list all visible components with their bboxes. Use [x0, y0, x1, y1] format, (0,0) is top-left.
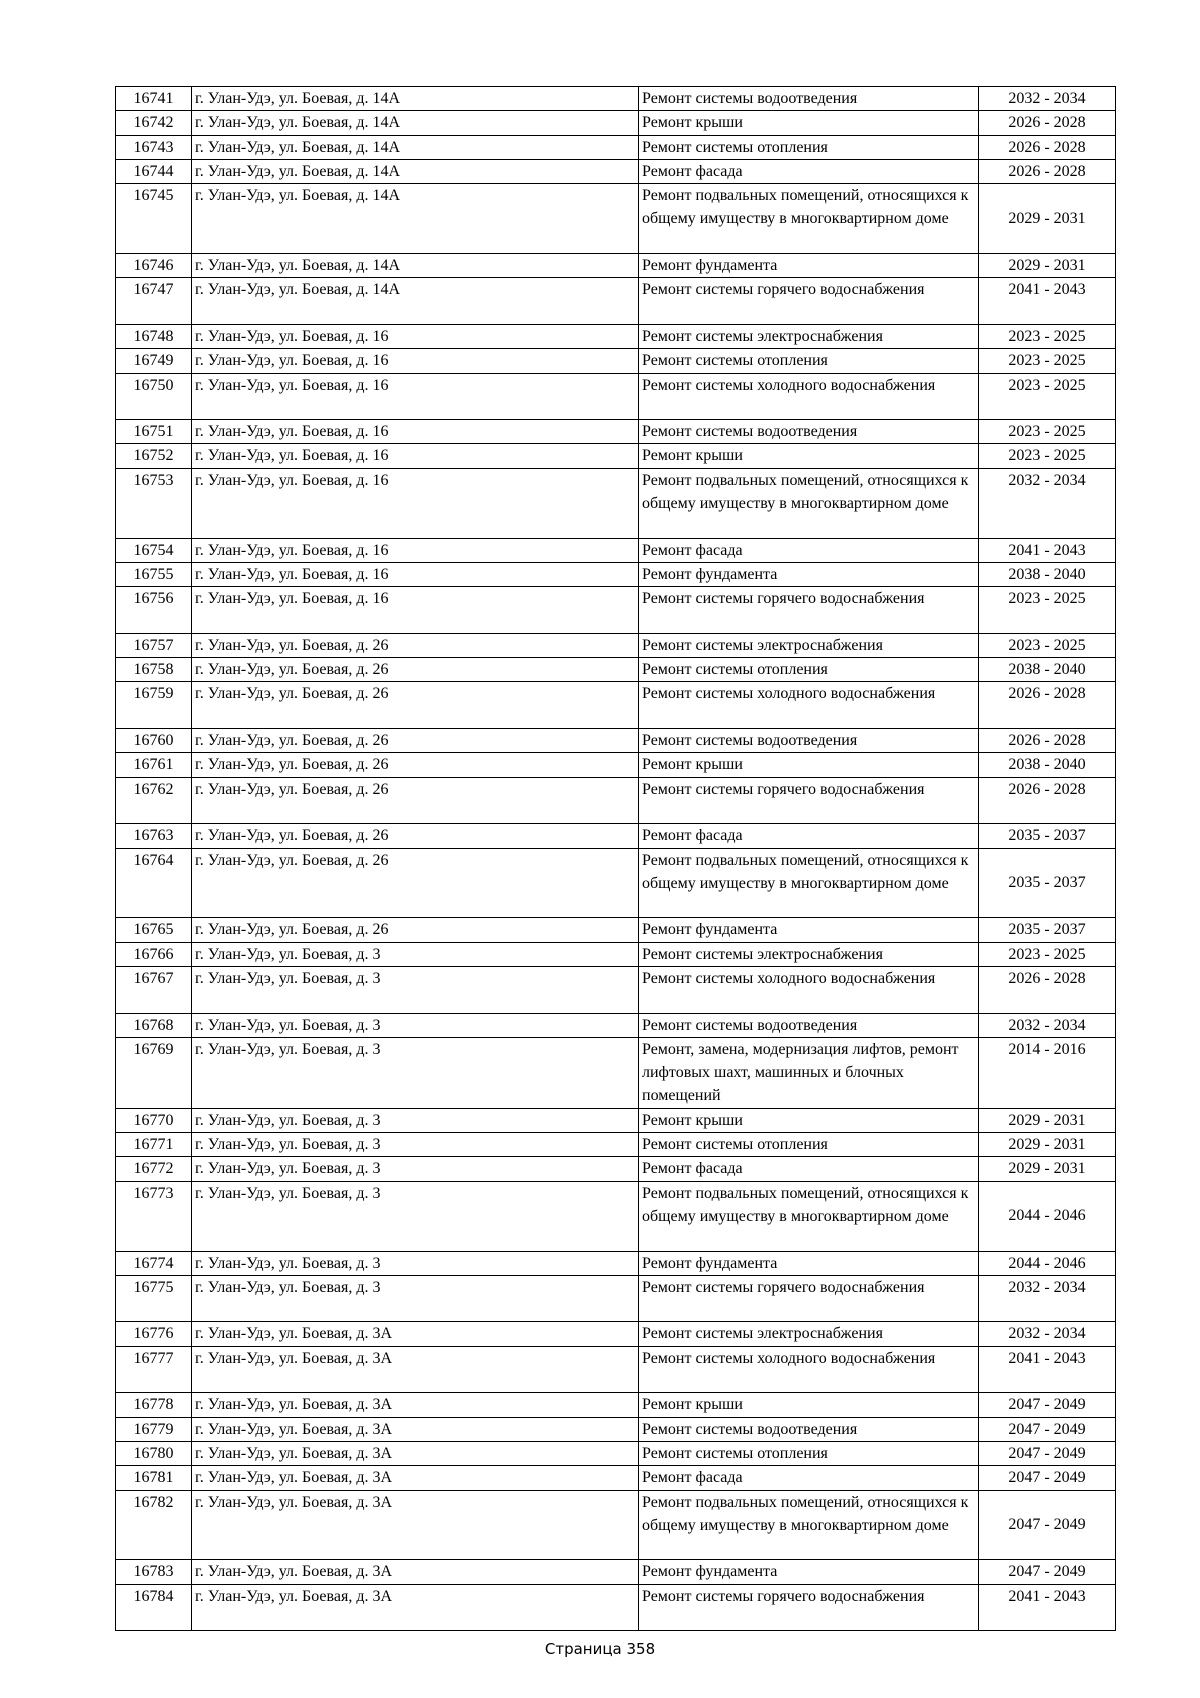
- row-work-type: Ремонт системы горячего водоснабжения: [639, 777, 979, 824]
- table-row: [116, 918, 1116, 942]
- row-number: 16780: [116, 1441, 192, 1465]
- row-period: 2032 - 2034: [979, 1322, 1116, 1346]
- row-number: 16770: [116, 1108, 192, 1132]
- row-work-type: Ремонт подвальных помещений, относящихся к общему имуществу в многоквартирном доме: [639, 848, 979, 918]
- row-address: г. Улан-Удэ, ул. Боевая, д. 3А: [192, 1466, 639, 1490]
- row-address: г. Улан-Удэ, ул. Боевая, д. 14А: [192, 254, 639, 278]
- table-row: [116, 159, 1116, 183]
- row-period: 2038 - 2040: [979, 753, 1116, 777]
- row-period: 2047 - 2049: [979, 1490, 1116, 1560]
- row-address: г. Улан-Удэ, ул. Боевая, д. 26: [192, 777, 639, 824]
- row-address: г. Улан-Удэ, ул. Боевая, д. 3А: [192, 1441, 639, 1465]
- row-work-type: Ремонт системы электроснабжения: [639, 1322, 979, 1346]
- row-work-type: Ремонт системы водоотведения: [639, 1417, 979, 1441]
- row-period: 2029 - 2031: [979, 1133, 1116, 1157]
- row-period: 2023 - 2025: [979, 420, 1116, 444]
- row-work-type: Ремонт системы электроснабжения: [639, 324, 979, 348]
- row-address: г. Улан-Удэ, ул. Боевая, д. 26: [192, 633, 639, 657]
- row-number: 16748: [116, 324, 192, 348]
- row-address: г. Улан-Удэ, ул. Боевая, д. 3: [192, 1013, 639, 1037]
- row-address: г. Улан-Удэ, ул. Боевая, д. 16: [192, 420, 639, 444]
- row-period: 2044 - 2046: [979, 1181, 1116, 1251]
- row-period: 2026 - 2028: [979, 682, 1116, 729]
- row-address: г. Улан-Удэ, ул. Боевая, д. 16: [192, 349, 639, 373]
- table-row: [116, 777, 1116, 824]
- row-address: г. Улан-Удэ, ул. Боевая, д. 16: [192, 538, 639, 562]
- row-period: 2032 - 2034: [979, 1013, 1116, 1037]
- row-period: 2041 - 2043: [979, 1346, 1116, 1393]
- table-row: [116, 1393, 1116, 1417]
- row-period: 2041 - 2043: [979, 1584, 1116, 1631]
- row-work-type: Ремонт системы горячего водоснабжения: [639, 587, 979, 634]
- row-number: 16764: [116, 848, 192, 918]
- row-period: 2041 - 2043: [979, 538, 1116, 562]
- row-work-type: Ремонт системы отопления: [639, 349, 979, 373]
- row-address: г. Улан-Удэ, ул. Боевая, д. 3А: [192, 1584, 639, 1631]
- row-address: г. Улан-Удэ, ул. Боевая, д. 3: [192, 1275, 639, 1322]
- row-address: г. Улан-Удэ, ул. Боевая, д. 3: [192, 1037, 639, 1108]
- row-address: г. Улан-Удэ, ул. Боевая, д. 14А: [192, 87, 639, 111]
- table-row: [116, 658, 1116, 682]
- row-number: 16751: [116, 420, 192, 444]
- table-row: [116, 1013, 1116, 1037]
- row-number: 16768: [116, 1013, 192, 1037]
- row-work-type: Ремонт системы холодного водоснабжения: [639, 682, 979, 729]
- table-row: [116, 1346, 1116, 1393]
- row-address: г. Улан-Удэ, ул. Боевая, д. 3: [192, 1181, 639, 1251]
- row-work-type: Ремонт фундамента: [639, 562, 979, 586]
- row-work-type: Ремонт фасада: [639, 538, 979, 562]
- row-address: г. Улан-Удэ, ул. Боевая, д. 3А: [192, 1417, 639, 1441]
- row-address: г. Улан-Удэ, ул. Боевая, д. 14А: [192, 184, 639, 254]
- row-number: 16750: [116, 373, 192, 420]
- table-row: [116, 1157, 1116, 1181]
- row-work-type: Ремонт фасада: [639, 159, 979, 183]
- row-address: г. Улан-Удэ, ул. Боевая, д. 3А: [192, 1393, 639, 1417]
- table-row: [116, 942, 1116, 966]
- row-address: г. Улан-Удэ, ул. Боевая, д. 26: [192, 824, 639, 848]
- row-work-type: Ремонт фундамента: [639, 918, 979, 942]
- row-number: 16753: [116, 468, 192, 538]
- row-address: г. Улан-Удэ, ул. Боевая, д. 16: [192, 587, 639, 634]
- row-work-type: Ремонт системы отопления: [639, 658, 979, 682]
- row-work-type: Ремонт подвальных помещений, относящихся к общему имуществу в многоквартирном доме: [639, 1490, 979, 1560]
- row-period: 2023 - 2025: [979, 942, 1116, 966]
- table-row: [116, 135, 1116, 159]
- table-row: [116, 1037, 1116, 1108]
- row-work-type: Ремонт системы горячего водоснабжения: [639, 278, 979, 325]
- row-period: 2035 - 2037: [979, 918, 1116, 942]
- row-number: 16760: [116, 729, 192, 753]
- row-work-type: Ремонт системы холодного водоснабжения: [639, 373, 979, 420]
- row-number: 16783: [116, 1560, 192, 1584]
- row-period: 2032 - 2034: [979, 87, 1116, 111]
- row-work-type: Ремонт системы водоотведения: [639, 420, 979, 444]
- row-work-type: Ремонт подвальных помещений, относящихся к общему имуществу в многоквартирном доме: [639, 468, 979, 538]
- table-row: [116, 87, 1116, 111]
- table-row: [116, 538, 1116, 562]
- row-work-type: Ремонт системы горячего водоснабжения: [639, 1275, 979, 1322]
- row-number: 16758: [116, 658, 192, 682]
- table-row: [116, 824, 1116, 848]
- row-number: 16763: [116, 824, 192, 848]
- row-period: 2023 - 2025: [979, 324, 1116, 348]
- row-number: 16767: [116, 966, 192, 1013]
- row-address: г. Улан-Удэ, ул. Боевая, д. 14А: [192, 111, 639, 135]
- row-number: 16745: [116, 184, 192, 254]
- row-number: 16762: [116, 777, 192, 824]
- table-row: [116, 1560, 1116, 1584]
- row-period: 2026 - 2028: [979, 159, 1116, 183]
- row-period: 2023 - 2025: [979, 373, 1116, 420]
- row-period: 2035 - 2037: [979, 848, 1116, 918]
- table-row: [116, 562, 1116, 586]
- row-work-type: Ремонт крыши: [639, 753, 979, 777]
- row-number: 16779: [116, 1417, 192, 1441]
- table-row: [116, 184, 1116, 254]
- table-row: [116, 1441, 1116, 1465]
- row-address: г. Улан-Удэ, ул. Боевая, д. 16: [192, 373, 639, 420]
- row-number: 16784: [116, 1584, 192, 1631]
- row-period: 2023 - 2025: [979, 349, 1116, 373]
- table-row: [116, 1417, 1116, 1441]
- row-address: г. Улан-Удэ, ул. Боевая, д. 3А: [192, 1322, 639, 1346]
- row-number: 16765: [116, 918, 192, 942]
- row-period: 2047 - 2049: [979, 1466, 1116, 1490]
- row-address: г. Улан-Удэ, ул. Боевая, д. 26: [192, 729, 639, 753]
- row-address: г. Улан-Удэ, ул. Боевая, д. 16: [192, 562, 639, 586]
- table-row: [116, 1466, 1116, 1490]
- table-row: [116, 587, 1116, 634]
- row-number: 16742: [116, 111, 192, 135]
- row-work-type: Ремонт системы электроснабжения: [639, 942, 979, 966]
- row-work-type: Ремонт фундамента: [639, 254, 979, 278]
- row-period: 2029 - 2031: [979, 1157, 1116, 1181]
- row-period: 2026 - 2028: [979, 111, 1116, 135]
- row-number: 16775: [116, 1275, 192, 1322]
- row-period: 2026 - 2028: [979, 729, 1116, 753]
- table-row: [116, 1108, 1116, 1132]
- row-work-type: Ремонт системы отопления: [639, 1133, 979, 1157]
- row-work-type: Ремонт подвальных помещений, относящихся к общему имуществу в многоквартирном доме: [639, 184, 979, 254]
- table-row: [116, 324, 1116, 348]
- row-number: 16746: [116, 254, 192, 278]
- table-row: [116, 254, 1116, 278]
- row-period: 2047 - 2049: [979, 1560, 1116, 1584]
- row-period: 2038 - 2040: [979, 562, 1116, 586]
- row-period: 2038 - 2040: [979, 658, 1116, 682]
- table-row: [116, 1133, 1116, 1157]
- row-work-type: Ремонт системы водоотведения: [639, 729, 979, 753]
- row-number: 16743: [116, 135, 192, 159]
- row-address: г. Улан-Удэ, ул. Боевая, д. 26: [192, 753, 639, 777]
- row-address: г. Улан-Удэ, ул. Боевая, д. 3: [192, 942, 639, 966]
- row-number: 16769: [116, 1037, 192, 1108]
- row-number: 16757: [116, 633, 192, 657]
- row-period: 2047 - 2049: [979, 1417, 1116, 1441]
- row-work-type: Ремонт системы отопления: [639, 135, 979, 159]
- table-row: [116, 1251, 1116, 1275]
- row-period: 2041 - 2043: [979, 278, 1116, 325]
- row-work-type: Ремонт подвальных помещений, относящихся к общему имуществу в многоквартирном доме: [639, 1181, 979, 1251]
- row-period: 2014 - 2016: [979, 1037, 1116, 1108]
- row-number: 16741: [116, 87, 192, 111]
- row-work-type: Ремонт крыши: [639, 111, 979, 135]
- table-row: [116, 1322, 1116, 1346]
- row-address: г. Улан-Удэ, ул. Боевая, д. 3А: [192, 1346, 639, 1393]
- row-number: 16774: [116, 1251, 192, 1275]
- table-row: [116, 848, 1116, 918]
- row-address: г. Улан-Удэ, ул. Боевая, д. 3: [192, 1133, 639, 1157]
- row-number: 16755: [116, 562, 192, 586]
- row-address: г. Улан-Удэ, ул. Боевая, д. 3: [192, 966, 639, 1013]
- row-address: г. Улан-Удэ, ул. Боевая, д. 3А: [192, 1560, 639, 1584]
- row-period: 2029 - 2031: [979, 254, 1116, 278]
- row-period: 2032 - 2034: [979, 1275, 1116, 1322]
- row-address: г. Улан-Удэ, ул. Боевая, д. 26: [192, 848, 639, 918]
- row-number: 16759: [116, 682, 192, 729]
- row-work-type: Ремонт крыши: [639, 1108, 979, 1132]
- row-number: 16744: [116, 159, 192, 183]
- table-row: [116, 373, 1116, 420]
- row-address: г. Улан-Удэ, ул. Боевая, д. 14А: [192, 135, 639, 159]
- row-period: 2029 - 2031: [979, 1108, 1116, 1132]
- row-address: г. Улан-Удэ, ул. Боевая, д. 16: [192, 324, 639, 348]
- table-row: [116, 349, 1116, 373]
- row-work-type: Ремонт системы горячего водоснабжения: [639, 1584, 979, 1631]
- table-body: [116, 87, 1116, 1631]
- row-address: г. Улан-Удэ, ул. Боевая, д. 26: [192, 658, 639, 682]
- table-row: [116, 420, 1116, 444]
- row-number: 16781: [116, 1466, 192, 1490]
- row-number: 16772: [116, 1157, 192, 1181]
- row-number: 16749: [116, 349, 192, 373]
- table-row: [116, 682, 1116, 729]
- table-row: [116, 468, 1116, 538]
- table-row: [116, 966, 1116, 1013]
- row-address: г. Улан-Удэ, ул. Боевая, д. 16: [192, 444, 639, 468]
- row-number: 16771: [116, 1133, 192, 1157]
- row-number: 16754: [116, 538, 192, 562]
- page-number: Страница 358: [544, 1640, 656, 1658]
- row-number: 16778: [116, 1393, 192, 1417]
- row-period: 2026 - 2028: [979, 966, 1116, 1013]
- row-address: г. Улан-Удэ, ул. Боевая, д. 14А: [192, 159, 639, 183]
- row-number: 16752: [116, 444, 192, 468]
- row-period: 2023 - 2025: [979, 587, 1116, 634]
- row-number: 16766: [116, 942, 192, 966]
- row-address: г. Улан-Удэ, ул. Боевая, д. 26: [192, 918, 639, 942]
- row-work-type: Ремонт фасада: [639, 1157, 979, 1181]
- table-row: [116, 633, 1116, 657]
- table-row: [116, 278, 1116, 325]
- row-address: г. Улан-Удэ, ул. Боевая, д. 3А: [192, 1490, 639, 1560]
- row-number: 16776: [116, 1322, 192, 1346]
- row-work-type: Ремонт фасада: [639, 824, 979, 848]
- row-work-type: Ремонт системы холодного водоснабжения: [639, 966, 979, 1013]
- row-work-type: Ремонт фасада: [639, 1466, 979, 1490]
- row-number: 16761: [116, 753, 192, 777]
- row-period: 2023 - 2025: [979, 444, 1116, 468]
- row-address: г. Улан-Удэ, ул. Боевая, д. 14А: [192, 278, 639, 325]
- table-row: [116, 1181, 1116, 1251]
- table-row: [116, 1275, 1116, 1322]
- row-number: 16773: [116, 1181, 192, 1251]
- row-period: 2029 - 2031: [979, 184, 1116, 254]
- row-work-type: Ремонт фундамента: [639, 1251, 979, 1275]
- row-work-type: Ремонт, замена, модернизация лифтов, ремонт лифтовых шахт, машинных и блочных помещений: [639, 1037, 979, 1108]
- row-work-type: Ремонт крыши: [639, 1393, 979, 1417]
- table-row: [116, 444, 1116, 468]
- row-work-type: Ремонт системы водоотведения: [639, 87, 979, 111]
- row-work-type: Ремонт крыши: [639, 444, 979, 468]
- row-address: г. Улан-Удэ, ул. Боевая, д. 16: [192, 468, 639, 538]
- row-period: 2035 - 2037: [979, 824, 1116, 848]
- table-row: [116, 111, 1116, 135]
- row-number: 16747: [116, 278, 192, 325]
- row-number: 16782: [116, 1490, 192, 1560]
- row-period: 2023 - 2025: [979, 633, 1116, 657]
- table-row: [116, 1584, 1116, 1631]
- row-work-type: Ремонт фундамента: [639, 1560, 979, 1584]
- row-address: г. Улан-Удэ, ул. Боевая, д. 26: [192, 682, 639, 729]
- row-period: 2044 - 2046: [979, 1251, 1116, 1275]
- repair-schedule-table: [115, 86, 1116, 1631]
- row-period: 2032 - 2034: [979, 468, 1116, 538]
- row-address: г. Улан-Удэ, ул. Боевая, д. 3: [192, 1251, 639, 1275]
- row-number: 16756: [116, 587, 192, 634]
- row-work-type: Ремонт системы холодного водоснабжения: [639, 1346, 979, 1393]
- row-period: 2047 - 2049: [979, 1441, 1116, 1465]
- row-period: 2026 - 2028: [979, 135, 1116, 159]
- row-work-type: Ремонт системы электроснабжения: [639, 633, 979, 657]
- table-row: [116, 729, 1116, 753]
- table-row: [116, 753, 1116, 777]
- row-number: 16777: [116, 1346, 192, 1393]
- row-period: 2047 - 2049: [979, 1393, 1116, 1417]
- row-address: г. Улан-Удэ, ул. Боевая, д. 3: [192, 1157, 639, 1181]
- row-work-type: Ремонт системы отопления: [639, 1441, 979, 1465]
- row-address: г. Улан-Удэ, ул. Боевая, д. 3: [192, 1108, 639, 1132]
- row-period: 2026 - 2028: [979, 777, 1116, 824]
- row-work-type: Ремонт системы водоотведения: [639, 1013, 979, 1037]
- table-row: [116, 1490, 1116, 1560]
